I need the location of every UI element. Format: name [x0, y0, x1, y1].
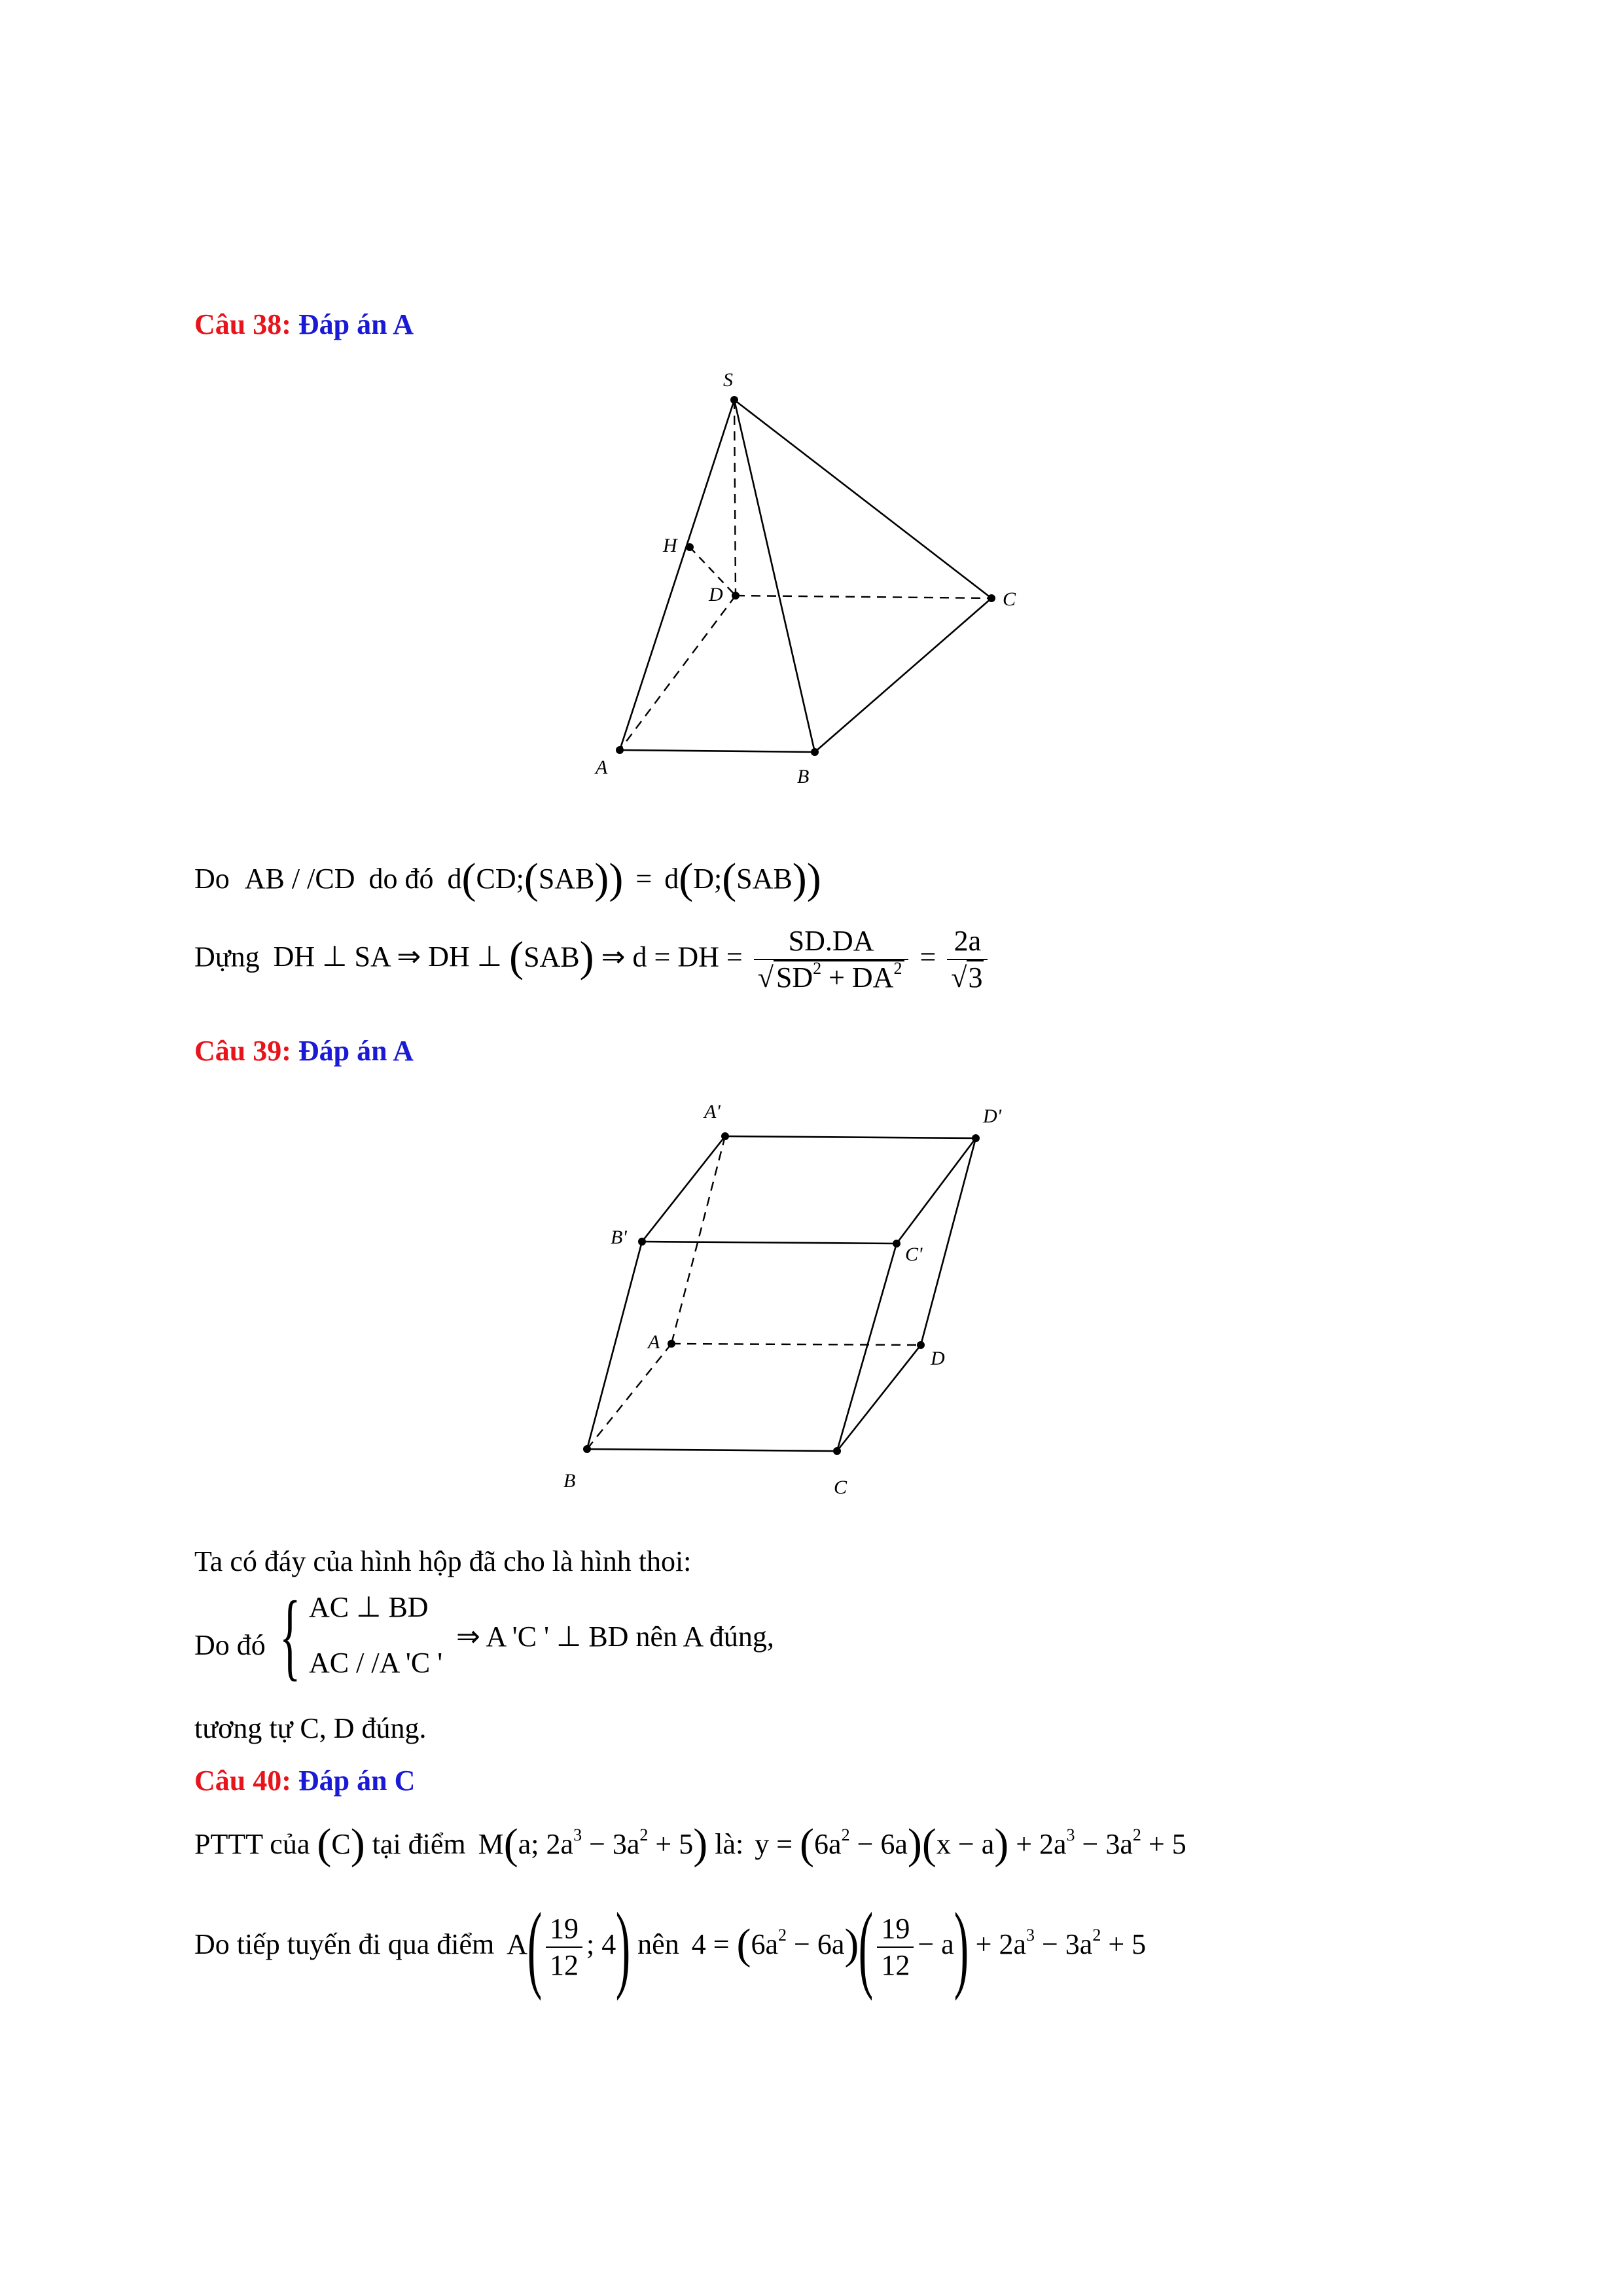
edge-AB	[620, 750, 815, 752]
paren: (	[859, 1893, 874, 2001]
paren: )	[844, 1920, 859, 1969]
q38-cd: CD;	[476, 863, 524, 895]
q38-den2: √3	[951, 961, 983, 994]
exp: 3	[1026, 1926, 1035, 1945]
q38-heading	[194, 308, 414, 341]
edge-BC	[815, 598, 991, 752]
vertex-A1	[721, 1132, 729, 1140]
paren: )	[954, 1893, 969, 2001]
q38-perp: DH ⊥ SA ⇒ DH ⊥	[273, 941, 503, 973]
q40-pt3: + 5	[655, 1828, 694, 1860]
q40-f6: + 5	[1148, 1828, 1186, 1860]
q38-eq2: =	[919, 941, 936, 973]
edge-CD	[837, 1345, 921, 1451]
paren: (	[503, 1820, 518, 1868]
q39-dodo: Do đó	[194, 1629, 266, 1661]
edge-A1A	[671, 1136, 725, 1344]
q38-den-b: + DA	[829, 961, 894, 994]
label-A1: A'	[704, 1101, 721, 1122]
label-B: B	[797, 766, 810, 787]
q40-f2: − 6a	[857, 1828, 908, 1860]
vertex-B1	[638, 1238, 646, 1246]
q38-line2	[194, 926, 991, 993]
vertex-A	[668, 1340, 675, 1348]
q40-qua-diem: Do tiếp tuyến đi qua điểm	[194, 1928, 495, 1961]
q39-tail: tương tự C, D đúng.	[194, 1712, 427, 1744]
q38-num2: 2a	[947, 926, 988, 960]
exp: 2	[1132, 1825, 1141, 1844]
q40-line1	[194, 1820, 1186, 1868]
q40-f4: + 2a	[1016, 1828, 1067, 1860]
edge-SA	[620, 400, 734, 750]
label-B: B	[563, 1470, 576, 1492]
q38-d1: d	[447, 863, 462, 895]
edge-D1D	[921, 1138, 976, 1345]
q40-taidiem: tại điểm	[372, 1828, 466, 1860]
paren: (	[527, 1893, 543, 2001]
vertex-C	[988, 594, 995, 602]
q40-label: Câu 40:	[194, 1765, 291, 1797]
q40-pt2: − 3a	[589, 1828, 640, 1860]
paren: )(	[907, 1820, 936, 1868]
q39-sys1: AC ⊥ BD	[309, 1591, 429, 1623]
exp: 2	[639, 1825, 649, 1844]
paren: )	[579, 933, 594, 981]
q38-dist: ⇒ d = DH =	[601, 941, 743, 973]
paren: (	[461, 855, 476, 903]
q39-sys2: AC / /A 'C '	[309, 1647, 443, 1679]
q40-l2-f2: − 6a	[794, 1928, 845, 1961]
edge-A1D1	[725, 1136, 976, 1138]
q40-pa: A	[507, 1928, 528, 1961]
q39-label: Câu 39:	[194, 1035, 291, 1067]
q40-semi: ; 4	[586, 1928, 616, 1961]
label-B1: B'	[611, 1227, 627, 1248]
q38-line1	[194, 857, 821, 901]
paren: (	[509, 933, 524, 981]
q40-c: C	[331, 1828, 351, 1860]
paren: )	[693, 1820, 708, 1868]
q38-sab1: SAB	[538, 863, 595, 895]
q40-frac2	[877, 1914, 914, 1981]
exp: 2	[841, 1825, 850, 1844]
sq: 2	[893, 959, 902, 978]
vertex-D	[917, 1341, 925, 1349]
vertex-H	[686, 543, 694, 551]
q38-dung: Dựng	[194, 941, 260, 973]
q40-f3: x − a	[936, 1828, 995, 1860]
q40-num2: 19	[877, 1914, 914, 1948]
q40-ma: − a	[918, 1928, 954, 1961]
brace: {	[279, 1581, 301, 1690]
q38-label: Câu 38:	[194, 308, 291, 340]
q40-m: M	[478, 1828, 504, 1860]
paren: (	[317, 1820, 332, 1868]
label-C: C	[1003, 588, 1016, 610]
q38-den-a: SD	[776, 961, 813, 994]
q40-f5: − 3a	[1082, 1828, 1133, 1860]
q38-dodo: do đó	[368, 863, 434, 895]
q38-fraction	[754, 926, 909, 993]
q39-heading	[194, 1034, 414, 1067]
edge-AD	[671, 1344, 921, 1345]
label-S: S	[723, 369, 733, 391]
q40-la: là:	[715, 1828, 744, 1860]
q40-nen: nên	[637, 1928, 679, 1961]
q38-result	[947, 926, 988, 993]
q38-sab3: SAB	[524, 941, 580, 973]
exp: 3	[573, 1825, 582, 1844]
q40-pttt: PTTT của	[194, 1828, 310, 1860]
q39-concl: ⇒ A 'C ' ⊥ BD nên A đúng,	[456, 1621, 774, 1653]
paren: (	[736, 1920, 751, 1969]
label-D: D	[709, 584, 723, 605]
q38-answer: Đáp án A	[298, 308, 414, 340]
paren: (	[722, 855, 737, 903]
edge-A1B1	[642, 1136, 725, 1242]
q38-eq1: =	[635, 863, 652, 895]
edge-B1C1	[642, 1242, 897, 1244]
edge-C1D1	[897, 1138, 976, 1244]
q39-answer: Đáp án A	[298, 1035, 414, 1067]
q38-dd: D;	[693, 863, 722, 895]
q40-f1: 6a	[814, 1828, 842, 1860]
q40-l2-f4: + 2a	[975, 1928, 1026, 1961]
q40-den1: 12	[549, 1949, 579, 1981]
exp: 3	[1066, 1825, 1075, 1844]
paren: (	[524, 855, 539, 903]
paren: )	[350, 1820, 365, 1868]
vertex-C1	[893, 1240, 901, 1247]
q40-y: y =	[755, 1828, 793, 1860]
label-C: C	[834, 1477, 847, 1498]
q38-do: Do	[194, 863, 230, 895]
label-C1: C'	[905, 1244, 923, 1265]
edge-DC	[736, 596, 991, 598]
q40-four: 4 =	[691, 1928, 730, 1961]
parallelepiped-figure	[550, 1086, 1060, 1505]
edge-C1C	[837, 1244, 897, 1451]
vertex-D1	[972, 1134, 980, 1142]
exp: 2	[1092, 1926, 1101, 1945]
vertex-B	[811, 748, 819, 756]
q40-den2: 12	[881, 1949, 910, 1981]
edge-SD	[734, 400, 736, 596]
label-A: A	[596, 757, 608, 778]
edge-DA	[620, 596, 736, 750]
q40-l2-f5: − 3a	[1041, 1928, 1093, 1961]
paren: ))	[594, 855, 624, 903]
q40-pt1: a; 2a	[518, 1828, 574, 1860]
label-A: A	[648, 1331, 660, 1353]
q40-heading	[194, 1764, 415, 1797]
q40-l2-f1: 6a	[751, 1928, 779, 1961]
paren: )	[994, 1820, 1009, 1868]
sq: 2	[813, 959, 822, 978]
q38-den: $√SD^2 + DA^2$	[754, 960, 909, 993]
edge-BC	[587, 1449, 837, 1451]
edge-AB	[587, 1344, 671, 1449]
q39-intro: Ta có đáy của hình hộp đã cho là hình thoi:	[194, 1545, 692, 1577]
vertex-C	[833, 1447, 841, 1455]
pyramid-figure	[563, 367, 1047, 818]
q38-num: SD.DA	[754, 926, 909, 960]
q40-line2	[194, 1893, 1147, 2001]
paren: )	[615, 1893, 631, 2001]
paren: (	[800, 1820, 815, 1868]
label-H: H	[663, 535, 677, 556]
q40-num1: 19	[546, 1914, 582, 1948]
q38-parallel: AB / /CD	[244, 863, 355, 895]
q38-d2: d	[664, 863, 679, 895]
q38-sab2: SAB	[736, 863, 793, 895]
label-D: D	[931, 1348, 945, 1369]
paren: (	[679, 855, 694, 903]
q38-den2-val: 3	[968, 961, 983, 994]
vertex-S	[730, 396, 738, 404]
q40-frac1	[546, 1914, 582, 1981]
paren: ))	[792, 855, 821, 903]
vertex-D	[732, 592, 740, 600]
vertex-A	[616, 746, 624, 754]
edge-B1B	[587, 1242, 642, 1449]
vertex-B	[583, 1445, 591, 1453]
q40-answer: Đáp án C	[298, 1765, 416, 1797]
label-D1: D'	[983, 1105, 1002, 1127]
q40-l2-f6: + 5	[1108, 1928, 1147, 1961]
exp: 2	[778, 1926, 787, 1945]
